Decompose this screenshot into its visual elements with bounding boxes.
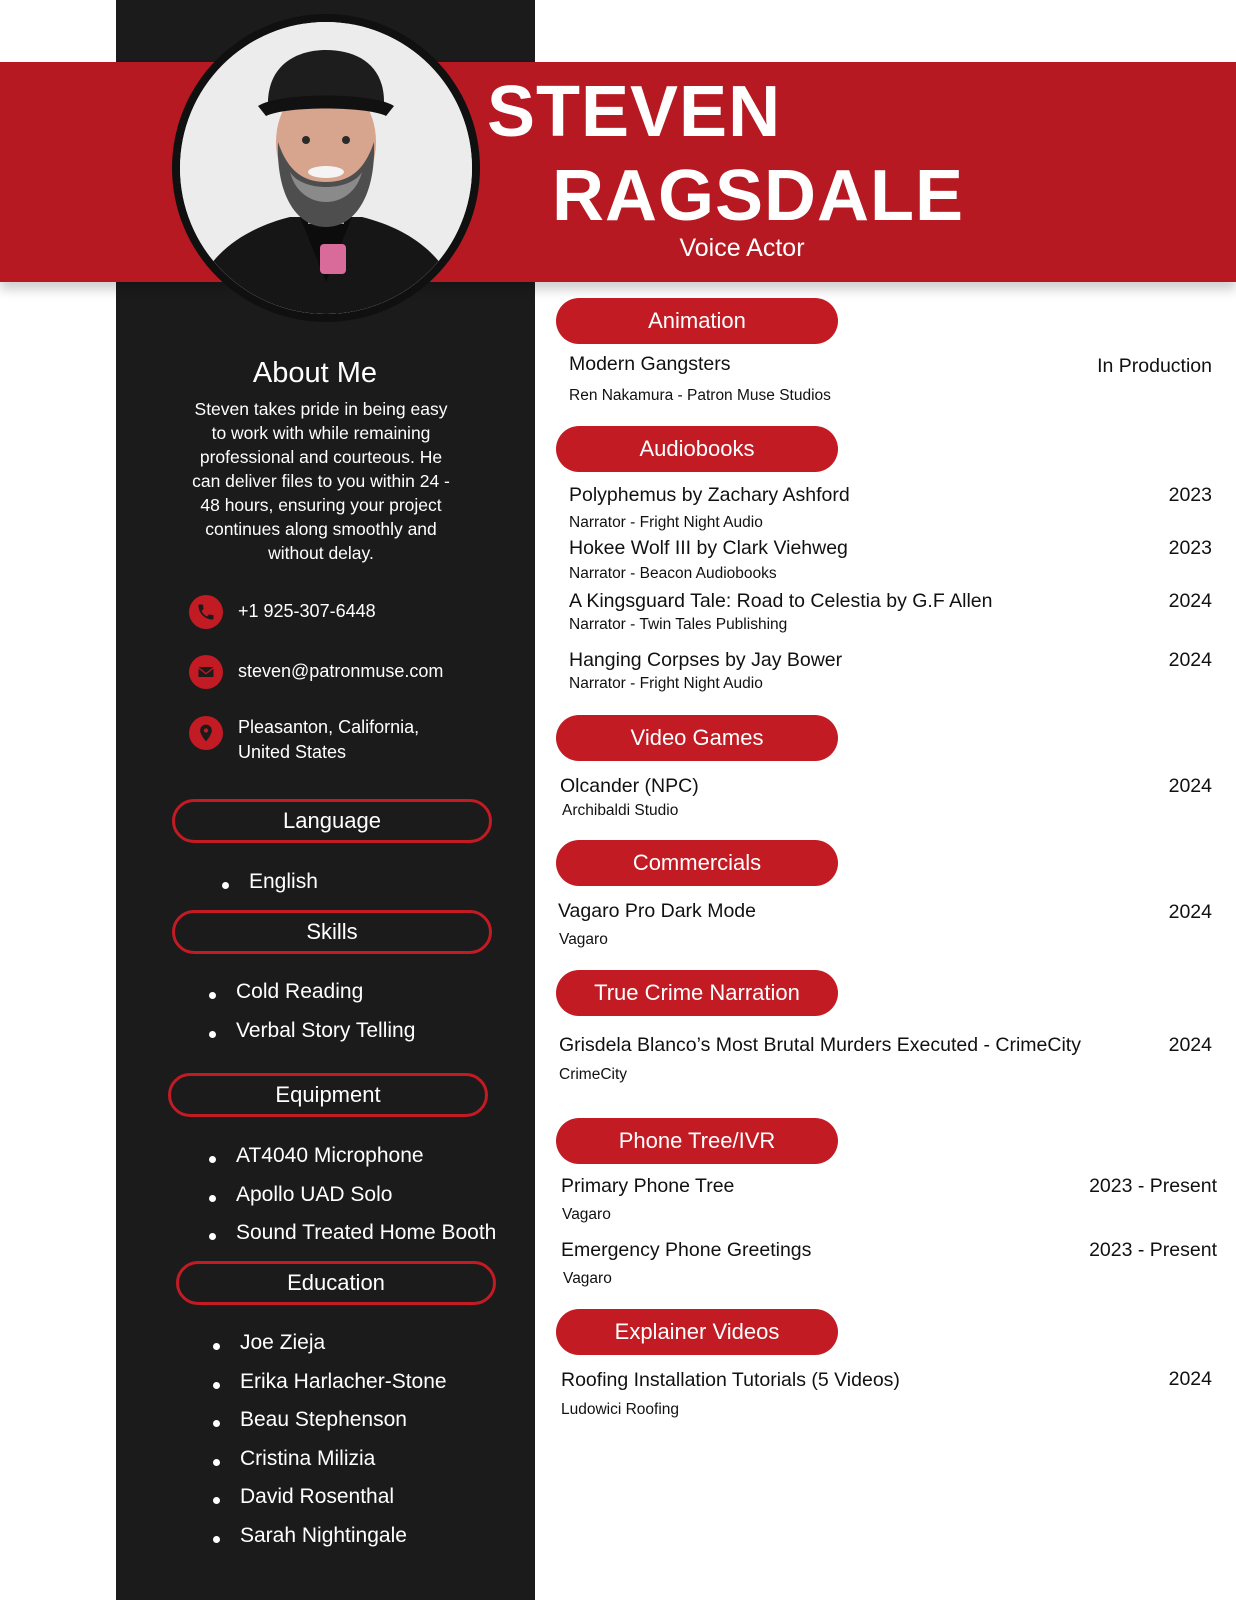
entry-title: Olcander (NPC) (560, 775, 699, 797)
education-list (213, 1331, 447, 1562)
entry-year: 2024 (1168, 649, 1212, 671)
entry-year: 2024 (1168, 1368, 1212, 1390)
entry-subtitle: Vagaro (559, 931, 608, 948)
equipment-item: Apollo UAD Solo (209, 1183, 496, 1222)
entry-subtitle: CrimeCity (559, 1066, 628, 1083)
entry-subtitle: Narrator - Beacon Audiobooks (569, 565, 777, 582)
entry-title: Polyphemus by Zachary Ashford (569, 484, 850, 506)
entry-subtitle: Narrator - Fright Night Audio (569, 514, 763, 531)
portrait-illustration (180, 22, 472, 314)
contact-email[interactable]: steven@patronmuse.com (238, 661, 444, 681)
section-heading-video-games: Video Games (556, 715, 838, 761)
location-pin-icon (189, 716, 223, 750)
entry-title: Roofing Installation Tutorials (5 Videos) (561, 1369, 900, 1391)
phone-icon (189, 595, 223, 629)
contact-location-line2: United States (238, 742, 347, 762)
entry-title: Hanging Corpses by Jay Bower (569, 649, 843, 671)
skills-list (209, 980, 415, 1058)
entry-year: In Production (1097, 355, 1212, 377)
language-list (222, 870, 318, 894)
entry-year: 2024 (1168, 775, 1212, 797)
section-heading-explainer-videos: Explainer Videos (556, 1309, 838, 1355)
entry-subtitle: Ren Nakamura - Patron Muse Studios (569, 387, 831, 404)
entry-title: Primary Phone Tree (561, 1175, 735, 1197)
entry-title: Hokee Wolf III by Clark Viehweg (569, 537, 848, 559)
entry-year: 2023 (1168, 537, 1212, 559)
education-item: Beau Stephenson (213, 1408, 447, 1447)
contact-phone[interactable]: +1 925-307-6448 (238, 601, 376, 621)
entry-year: 2024 (1168, 901, 1212, 923)
entry-year: 2023 - Present (1089, 1239, 1217, 1261)
language-heading: Language (172, 799, 492, 843)
section-heading-audiobooks: Audiobooks (556, 426, 838, 472)
entry-title: Modern Gangsters (569, 353, 731, 375)
email-icon (189, 655, 223, 689)
entry-subtitle: Vagaro (562, 1206, 611, 1223)
section-heading-commercials: Commercials (556, 840, 838, 886)
language-item: English (222, 870, 318, 894)
entry-subtitle: Ludowici Roofing (561, 1401, 680, 1418)
about-heading: About Me (252, 357, 378, 389)
entry-subtitle: Narrator - Twin Tales Publishing (569, 616, 788, 633)
equipment-heading: Equipment (168, 1073, 488, 1117)
education-item: Cristina Milizia (213, 1447, 447, 1486)
entry-year: 2023 (1168, 484, 1212, 506)
contact-location-line1: Pleasanton, California, (238, 717, 420, 737)
equipment-item: AT4040 Microphone (209, 1144, 496, 1183)
entry-title: Vagaro Pro Dark Mode (558, 900, 756, 922)
section-heading-true-crime: True Crime Narration (556, 970, 838, 1016)
equipment-list (209, 1144, 496, 1260)
skill-item: Verbal Story Telling (209, 1019, 415, 1058)
skill-item: Cold Reading (209, 980, 415, 1019)
equipment-item: Sound Treated Home Booth (209, 1221, 496, 1260)
entry-year: 2023 - Present (1089, 1175, 1217, 1197)
entry-subtitle: Narrator - Fright Night Audio (569, 675, 763, 692)
education-item: Erika Harlacher-Stone (213, 1370, 447, 1409)
education-item: Sarah Nightingale (213, 1524, 447, 1563)
section-heading-animation: Animation (556, 298, 838, 344)
entry-year: 2024 (1168, 1034, 1212, 1056)
entry-year: 2024 (1168, 590, 1212, 612)
education-heading: Education (176, 1261, 496, 1305)
about-text: Steven takes pride in being easy to work with while remaining professional and courteous. He can deliver files to you within 24 - 48 hours, ensuring your project continues along smoothly and without delay. (192, 399, 450, 563)
entry-subtitle: Vagaro (563, 1270, 612, 1287)
job-title: Voice Actor (679, 234, 805, 262)
last-name: RAGSDALE (552, 156, 965, 236)
entry-title: A Kingsguard Tale: Road to Celestia by G.F Allen (569, 590, 993, 612)
profile-photo (172, 14, 480, 322)
education-item: Joe Zieja (213, 1331, 447, 1370)
section-heading-phone-tree: Phone Tree/IVR (556, 1118, 838, 1164)
skills-heading: Skills (172, 910, 492, 954)
education-item: David Rosenthal (213, 1485, 447, 1524)
first-name: STEVEN (487, 72, 782, 152)
entry-title: Emergency Phone Greetings (561, 1239, 812, 1261)
entry-subtitle: Archibaldi Studio (562, 802, 679, 819)
entry-title: Grisdela Blanco’s Most Brutal Murders Executed - CrimeCity (559, 1034, 1081, 1056)
